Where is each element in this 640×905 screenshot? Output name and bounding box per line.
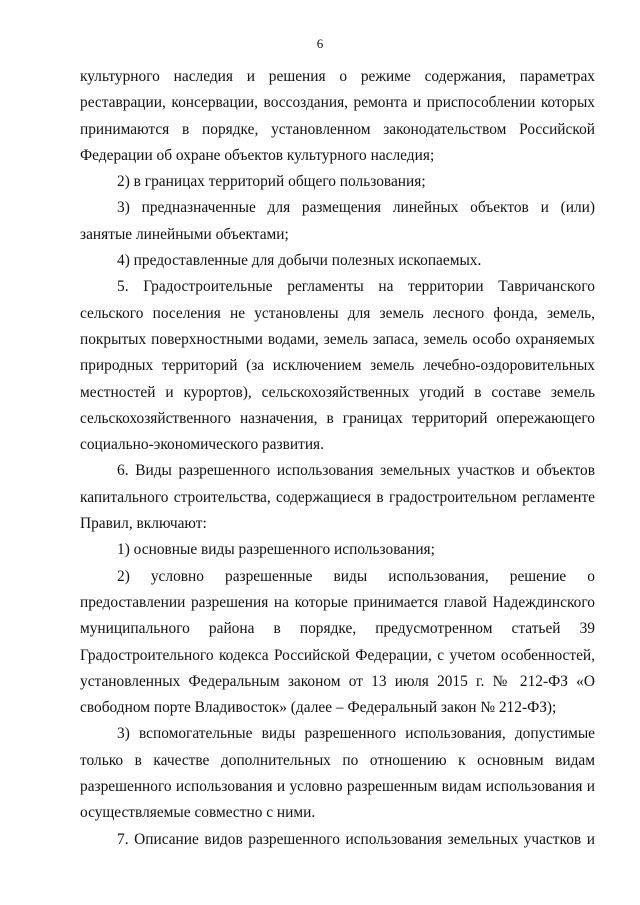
document-body [80, 64, 595, 853]
page-number: 6 [316, 36, 324, 51]
paragraph-clause-6-item-3: 3) вспомогательные виды разрешенного использования, допустимые только в качестве дополнительных по отношению к основным видам разрешенного использования и условно разрешенным видам использования и осуществляемые совместно с ними. [80, 725, 595, 822]
paragraph-clause-5: 5. Градостроительные регламенты на территории Тавричанского сельского поселения не установлены для земель лесного фонда, земель, покрытых поверхностными водами, земель запаса, земель особо охраняемых природных территорий (за исключением земель лечебно-оздоровительных местностей и курортов), сельскохозяйственных угодий в составе земель сельскохозяйственного назначения, в границах территорий опережающего социально-экономического развития. [80, 278, 595, 454]
paragraph-1-continuation: культурного наследия и решения о режиме содержания, параметрах реставрации, консервации, воссоздания, ремонта и приспособлении которых принимаются в порядке, установленном законодательством Российской Федерации об охране объектов культурного наследия; [80, 68, 595, 164]
paragraph-list-item-3: 3) предназначенные для размещения линейных объектов и (или) занятые линейными объектами; [80, 199, 595, 243]
paragraph-clause-6: 6. Виды разрешенного использования земельных участков и объектов капитального строительства, содержащиеся в градостроительном регламенте Правил, включают: [80, 462, 595, 533]
paragraph-list-item-2: 2) в границах территорий общего пользования; [117, 173, 426, 191]
paragraph-clause-6-item-2: 2) условно разрешенные виды использования, решение о предоставлении разрешения на которые принимается главой Надеждинского муниципального района в порядке, предусмотренном статьей 39 Градостроительного кодекса Российской Федерации, с учетом особенностей, установленных Федеральным законом от 13 июля 2015 г. № 212-ФЗ «О свободном порте Владивосток» (далее – Федеральный закон № 212-ФЗ); [80, 567, 595, 717]
paragraph-clause-6-item-1: 1) основные виды разрешенного использования; [117, 541, 435, 559]
paragraph-list-item-4: 4) предоставленные для добычи полезных ископаемых. [117, 252, 482, 270]
paragraph-clause-7-start: 7. Описание видов разрешенного использования земельных участков и [117, 830, 595, 848]
